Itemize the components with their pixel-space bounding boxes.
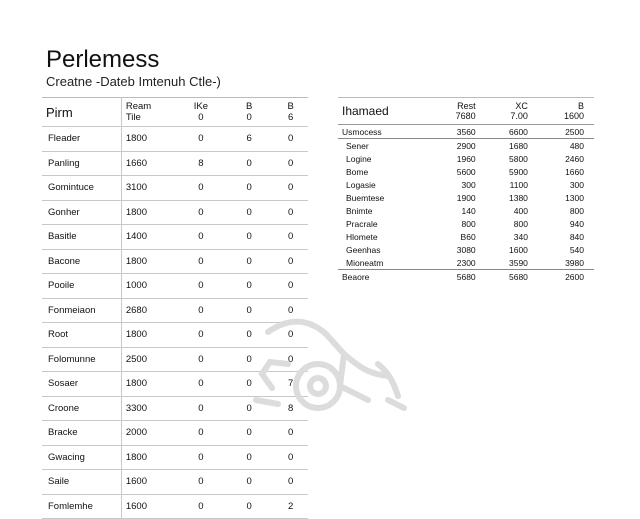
row-label: Panling: [42, 151, 121, 176]
table-row: [338, 243, 594, 256]
row-label: Logasie: [346, 179, 376, 190]
table-cell: 0: [225, 200, 273, 225]
table-cell: 0: [177, 421, 225, 446]
table-row: [42, 274, 308, 299]
table-cell: 1660: [565, 166, 584, 177]
table-row: [42, 151, 308, 176]
table-cell: 0: [177, 249, 225, 274]
table-cell: 140: [461, 205, 476, 216]
table-cell: 800: [569, 205, 584, 216]
right-col-header: XC 7.00: [486, 98, 538, 125]
row-label: Pracrale: [346, 218, 378, 229]
row-label: Fleader: [42, 127, 121, 152]
right-col-header: Ihamaed: [338, 98, 430, 125]
table-cell: 300: [569, 179, 584, 190]
left-col-header: B 0: [225, 98, 273, 127]
row-label: Beaore: [338, 270, 430, 284]
table-row: [338, 139, 594, 153]
table-cell: 1400: [121, 225, 176, 250]
table-cell: 5680: [486, 270, 538, 284]
table-row: [42, 249, 308, 274]
page-title: Perlemess: [46, 46, 160, 73]
table-cell: 1600: [121, 494, 176, 519]
row-label: Basitle: [42, 225, 121, 250]
page-subtitle: Creatne -Dateb Imtenuh Ctle-): [46, 74, 221, 89]
table-row: [338, 191, 594, 204]
table-cell: 0: [273, 200, 308, 225]
table-cell: 1800: [121, 127, 176, 152]
table-row: [338, 125, 594, 139]
table-row: [338, 230, 594, 243]
table-row: [338, 152, 594, 165]
table-cell: 2680: [121, 298, 176, 323]
row-label: Bome: [346, 166, 369, 177]
table-cell: 0: [225, 470, 273, 495]
table-cell: 8: [177, 151, 225, 176]
table-row: [42, 176, 308, 201]
row-label: Gwacing: [42, 445, 121, 470]
table-cell: 0: [225, 176, 273, 201]
table-row: [42, 445, 308, 470]
table-cell: 0: [177, 494, 225, 519]
row-label: Root: [42, 323, 121, 348]
table-cell: 3560: [430, 125, 486, 139]
table-cell: 1380: [509, 192, 528, 203]
table-cell: 0: [273, 151, 308, 176]
row-label: Folomunne: [42, 347, 121, 372]
table-cell: 1600: [121, 470, 176, 495]
row-label: Bracke: [42, 421, 121, 446]
table-row: [338, 165, 594, 178]
table-cell: 0: [273, 249, 308, 274]
left-col-header: Pirm: [42, 98, 121, 127]
row-label: Fomlemhe: [42, 494, 121, 519]
row-label: Hlomete: [346, 231, 378, 242]
table-cell: 800: [461, 218, 476, 229]
table-row: [338, 256, 594, 270]
table-cell: 0: [225, 298, 273, 323]
table-cell: 2: [273, 494, 308, 519]
table-cell: 2300: [456, 257, 476, 268]
table-row: [42, 225, 308, 250]
table-cell: 0: [177, 396, 225, 421]
table-cell: 0: [225, 249, 273, 274]
table-cell: 1900: [456, 192, 476, 203]
table-cell: 3300: [121, 396, 176, 421]
table-cell: 5900: [509, 166, 528, 177]
table-cell: 7: [273, 372, 308, 397]
table-cell: 0: [225, 494, 273, 519]
table-cell: 0: [225, 396, 273, 421]
table-cell: 0: [225, 274, 273, 299]
row-label: Croone: [42, 396, 121, 421]
table-cell: 0: [225, 323, 273, 348]
table-row: [338, 204, 594, 217]
row-label: Bacone: [42, 249, 121, 274]
table-cell: 0: [177, 127, 225, 152]
table-cell: 940: [569, 218, 584, 229]
table-cell: 2460: [565, 153, 584, 164]
table-cell: 0: [273, 298, 308, 323]
table-cell: 1800: [121, 249, 176, 274]
table-cell: 0: [177, 372, 225, 397]
right-col-header: Rest 7680: [430, 98, 486, 125]
table-row: [42, 421, 308, 446]
table-cell: 0: [273, 225, 308, 250]
table-cell: 0: [273, 176, 308, 201]
table-cell: 0: [273, 323, 308, 348]
table-cell: 0: [273, 470, 308, 495]
table-cell: 0: [177, 347, 225, 372]
table-row: [338, 178, 594, 191]
table-cell: 340: [513, 231, 528, 242]
table-row: [42, 470, 308, 495]
table-cell: 1800: [121, 445, 176, 470]
table-cell: 480: [569, 140, 584, 151]
table-cell: 3100: [121, 176, 176, 201]
right-col-header: B 1600: [538, 98, 594, 125]
table-cell: 0: [225, 347, 273, 372]
table-cell: 3980: [565, 257, 584, 268]
row-label: Buemtese: [346, 192, 385, 203]
table-cell: 840: [569, 231, 584, 242]
row-label: Gomintuce: [42, 176, 121, 201]
table-cell: 2500: [121, 347, 176, 372]
table-row: [42, 127, 308, 152]
table-cell: 1680: [509, 140, 528, 151]
right-table-header-row: [338, 98, 594, 125]
table-cell: 3590: [509, 257, 528, 268]
row-label: Sener: [346, 140, 369, 151]
table-cell: 0: [177, 225, 225, 250]
table-cell: 0: [177, 274, 225, 299]
left-col-header: IKe 0: [177, 98, 225, 127]
table-cell: 1800: [121, 200, 176, 225]
table-cell: 0: [225, 372, 273, 397]
table-cell: 1000: [121, 274, 176, 299]
table-cell: B60: [460, 231, 476, 242]
table-cell: 1800: [121, 323, 176, 348]
table-cell: 300: [461, 179, 476, 190]
table-cell: 2000: [121, 421, 176, 446]
row-label: Mioneatm: [346, 257, 384, 268]
table-cell: 6600: [486, 125, 538, 139]
table-row: [42, 200, 308, 225]
table-cell: 800: [513, 218, 528, 229]
table-cell: 0: [225, 421, 273, 446]
row-label: Bnimte: [346, 205, 373, 216]
right-data-table: [338, 97, 594, 283]
row-label: Geenhas: [346, 244, 381, 255]
table-cell: 5680: [430, 270, 486, 284]
table-cell: 0: [177, 200, 225, 225]
row-label: Logine: [346, 153, 372, 164]
row-label: Usmocess: [338, 125, 430, 139]
gear-bike-watermark-icon: [248, 304, 418, 424]
table-cell: 5600: [456, 166, 476, 177]
table-cell: 540: [569, 244, 584, 255]
table-cell: 2900: [456, 140, 476, 151]
row-label: Fonmeiaon: [42, 298, 121, 323]
table-cell: 0: [273, 347, 308, 372]
table-cell: 0: [225, 151, 273, 176]
table-cell: 0: [177, 298, 225, 323]
table-cell: 0: [177, 470, 225, 495]
row-label: Sosaer: [42, 372, 121, 397]
table-cell: 5800: [509, 153, 528, 164]
table-cell: 1600: [509, 244, 528, 255]
table-cell: 0: [273, 421, 308, 446]
table-cell: 8: [273, 396, 308, 421]
left-col-header: Ream Tile: [121, 98, 176, 127]
table-row: [338, 217, 594, 230]
table-row: [42, 494, 308, 519]
table-cell: 1960: [456, 153, 476, 164]
row-label: Saile: [42, 470, 121, 495]
table-cell: 1100: [509, 179, 528, 190]
table-row: [338, 270, 594, 284]
table-cell: 0: [177, 445, 225, 470]
table-cell: 2500: [538, 125, 594, 139]
table-cell: 0: [177, 176, 225, 201]
table-cell: 0: [225, 225, 273, 250]
left-table-header-row: [42, 98, 308, 127]
left-col-header: B 6: [273, 98, 308, 127]
row-label: Gonher: [42, 200, 121, 225]
table-cell: 0: [177, 323, 225, 348]
table-cell: 1300: [565, 192, 584, 203]
table-cell: 2600: [538, 270, 594, 284]
table-cell: 400: [513, 205, 528, 216]
table-cell: 1800: [121, 372, 176, 397]
table-cell: 1660: [121, 151, 176, 176]
table-cell: 0: [273, 274, 308, 299]
table-cell: 3080: [456, 244, 476, 255]
table-cell: 0: [273, 445, 308, 470]
row-label: Pooile: [42, 274, 121, 299]
table-cell: 0: [225, 445, 273, 470]
table-cell: 6: [225, 127, 273, 152]
table-cell: 0: [273, 127, 308, 152]
